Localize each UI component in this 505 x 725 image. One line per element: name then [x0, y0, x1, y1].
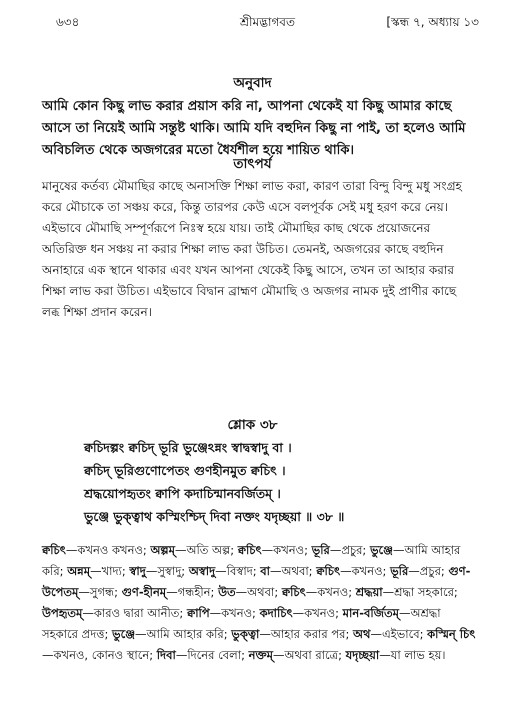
synonym-meaning: —যা লাভ হয়। — [379, 648, 446, 662]
synonym-term: ভুঞ্জে — [369, 543, 393, 557]
verse-line: ক্বচিদ্ ভূরিগুণোপেতং গুণহীনমুত ক্বচিৎ । — [84, 463, 286, 478]
translation-text: আমি কোন কিছু লাভ করার প্রয়াস করি না, আপনা থেকেই যা কিছু আমার কাছে আসে তা নিয়েই আমি সন্তুষ্ট থাকি। আমি যদি বহুদিন কিছু না পাই, তা হলেও আমি অবিচলিত থেকে অজগরের মতো ধৈর্যশীল হয়ে শায়িত থাকি। — [42, 99, 466, 158]
synonym-term: অন্নম্ — [67, 564, 91, 578]
synonym-term: কস্মিন্ চিৎ — [427, 627, 476, 641]
synonym-meaning: —সুগন্ধ; — [78, 585, 122, 599]
synonym-term: গুণ-হীনম্ — [121, 585, 167, 599]
synonym-meaning: —অতি অল্প; — [175, 543, 238, 557]
synonym-meaning: —অশ্রদ্ধা সহকারে প্রদত্ত; — [42, 606, 441, 641]
synonym-term: ভুঞ্জে — [112, 627, 136, 641]
synonym-meaning: —শ্রদ্ধা সহকারে; — [382, 585, 458, 599]
purport-heading: তাৎপর্য — [233, 156, 272, 172]
verse-line: ভুঞ্জে ভুক্ত্বাথ কস্মিংশ্চিদ্ দিবা নক্তং যদৃচ্ছয়া ॥ ৩৮ ॥ — [84, 509, 345, 524]
synonym-meaning: —প্রচুর; — [408, 564, 449, 578]
page-header — [56, 14, 479, 34]
synonym-meaning: —কখনও; — [340, 564, 391, 578]
synonym-meaning: —অথবা; — [270, 564, 317, 578]
synonym-term: উপহৃতম্ — [42, 606, 83, 620]
synonym-meaning: —গন্ধহীন; — [166, 585, 219, 599]
synonym-term: অল্পম্ — [150, 543, 176, 557]
synonym-term: ভূরি — [390, 564, 409, 578]
synonym-term: অথ — [353, 627, 371, 641]
verse-line: ক্বচিদল্পং ক্বচিদ্ ভূরি ভুঞ্জেঽন্নং স্বাদ্বস্বাদু বা । — [84, 440, 292, 455]
synonym-term: ক্বচিৎ — [42, 543, 66, 557]
synonym-meaning: —সুস্বাদু; — [145, 564, 189, 578]
purport-text: মানুষের কর্তব্য মৌমাছির কাছে অনাসক্তি শিক্ষা লাভ করা, কারণ তারা বিন্দু বিন্দু মধু সংগ্রহ করে মৌচাকে তা সঞ্চয় করে, কিন্তু তারপর কেউ এসে বলপূর্বক সেই মধু হরণ করে নেয়। এইভাবে মৌমাছি সম্পূর্ণরূপে নিঃস্ব হয়ে যায়। তাই মৌমাছির কাছ থেকে প্রয়োজনের অতিরিক্ত ধন সঞ্চয় না করার শিক্ষা লাভ করা উচিত। তেমনই, অজগরের কাছে বহুদিন অনাহারে এক স্থানে থাকার এবং যখন আপনা থেকেই কিছু আসে, তখন তা আহার করার শিক্ষা লাভ করা উচিত। এইভাবে বিদ্বান ব্রাহ্মণ মৌমাছি ও অজগর নামক দুই প্রাণীর কাছে লব্ধ শিক্ষা প্রদান করেন। — [42, 179, 462, 319]
synonym-term: কদাচিৎ — [259, 606, 293, 620]
synonym-meaning: —কখনও কখনও; — [65, 543, 151, 557]
synonym-term: যদৃচ্ছয়া — [345, 648, 380, 662]
synonym-meaning: —কখনও, কোনও স্থানে; — [42, 648, 157, 662]
synonym-term: ক্বচিৎ — [281, 585, 306, 599]
synonym-term: স্বাদু — [129, 564, 146, 578]
synonym-term: গুণ-উপেতম্ — [42, 564, 471, 599]
synonym-term: বা — [260, 564, 271, 578]
verse-text — [84, 436, 477, 528]
synonym-meaning: —কখনও; — [209, 606, 260, 620]
synonym-term: ক্বচিৎ — [316, 564, 341, 578]
synonym-term: ভূরি — [311, 543, 330, 557]
synonym-meaning: —আমি আহার করি; — [135, 627, 232, 641]
translation-heading: অনুবাদ — [233, 75, 272, 91]
synonym-meaning: —অথবা; — [235, 585, 282, 599]
page-number: ৬৩৪ — [56, 15, 80, 29]
verse-heading: শ্লোক ৩৮ — [227, 417, 278, 433]
synonym-meaning: —আমি আহার করি; — [42, 543, 461, 578]
synonym-term: ক্বাপি — [186, 606, 210, 620]
synonym-meaning: —প্রচুর; — [329, 543, 370, 557]
synonym-meaning: —কখনও; — [305, 585, 356, 599]
synonym-term: অস্বাদু — [188, 564, 216, 578]
synonym-meaning: —আহার করার পর; — [259, 627, 354, 641]
section-reference: [স্কন্ধ ৭, অধ্যায় ১৩ — [386, 15, 479, 29]
synonym-term: শ্রদ্ধয়া — [355, 585, 383, 599]
word-meanings — [42, 540, 477, 666]
synonym-meaning: —কখনও; — [261, 543, 312, 557]
synonym-meaning: —দিনের বেলা; — [175, 648, 249, 662]
synonym-term: ক্বচিৎ — [237, 543, 262, 557]
synonym-meaning: —কারও দ্বারা আনীত; — [82, 606, 187, 620]
synonym-term: দিবা — [156, 648, 176, 662]
synonym-meaning: —কখনও; — [292, 606, 343, 620]
synonym-meaning: —অথবা রাত্রে; — [273, 648, 346, 662]
verse-line: শ্রদ্ধয়োপহৃতং ক্বাপি কদাচিন্মানবর্জিতম্ । — [84, 486, 281, 501]
synonym-meaning: —খাদ্য; — [90, 564, 130, 578]
book-title: শ্রীমদ্ভাগবত — [239, 15, 295, 29]
synonym-term: উত — [218, 585, 236, 599]
synonym-term: মান-বর্জিতম্ — [342, 606, 399, 620]
synonym-meaning: —বিস্বাদ; — [215, 564, 261, 578]
synonym-meaning: —এইভাবে; — [370, 627, 428, 641]
synonym-term: নক্তম্ — [248, 648, 274, 662]
synonym-term: ভুক্ত্বা — [231, 627, 260, 641]
